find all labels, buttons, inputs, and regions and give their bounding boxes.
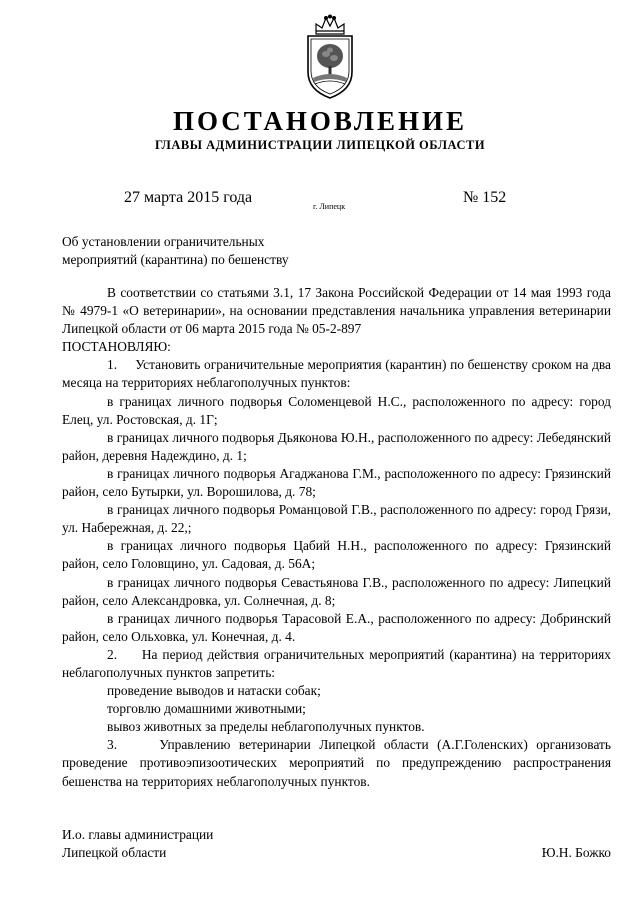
- document-subject: [62, 233, 289, 269]
- item-2-paragraph: 2. На период действия ограничительных мероприятий (карантина) на территориях неблагополучных пунктов запретить:: [62, 646, 611, 680]
- item-3-paragraph: 3. Управлению ветеринарии Липецкой области (А.Г.Голенских) организовать проведение противоэпизоотических мероприятий по предупреждению распространения бешенства на территориях неблагополучных пунктов.: [62, 737, 611, 789]
- coat-of-arms-emblem: [300, 14, 360, 100]
- location-item: в границах личного подворья Дьяконова Ю.Н., расположенного по адресу: Лебедянский район, деревня Надеждино, д. 1;: [62, 429, 611, 463]
- prohibition-item: проведение выводов и натаски собак;: [107, 683, 321, 699]
- document-number: № 152: [463, 189, 507, 206]
- subject-line-1: Об установлении ограничительных: [62, 234, 265, 249]
- document-date: 27 марта 2015 года: [124, 189, 253, 206]
- decree-heading: ПОСТАНОВЛЯЮ:: [62, 339, 171, 355]
- location-item: в границах личного подворья Цабий Н.Н., расположенного по адресу: Грязинский район, село Головщино, ул. Садовая, д. 56А;: [62, 538, 611, 572]
- location-item: в границах личного подворья Севастьянова Г.В., расположенного по адресу: Липецкий район, село Александровка, ул. Солнечная, д. 8;: [62, 574, 611, 608]
- location-item: в границах личного подворья Агаджанова Г.М., расположенного по адресу: Грязинский район, село Бутырки, ул. Ворошилова, д. 78;: [62, 465, 611, 500]
- document-title: ПОСТАНОВЛЕНИЕ: [172, 106, 468, 136]
- prohibition-item: торговлю домашними животными;: [107, 701, 306, 717]
- location-item: в границах личного подворья Романцовой Г.В., расположенного по адресу: город Грязи, ул. Набережная, д. 22,;: [62, 502, 611, 536]
- signatory-position-line-2: Липецкой области: [62, 845, 167, 860]
- signatory-position: [62, 826, 213, 862]
- document-city: г. Липецк: [313, 202, 346, 211]
- preamble-paragraph: В соответствии со статьями 3.1, 17 Закона Российской Федерации от 14 мая 1993 года № 4979-1 «О ветеринарии», на основании представления начальника управления ветеринарии Липецкой области от 06 марта 2015 года № 05-2-897: [62, 285, 611, 337]
- signatory-position-line-1: И.о. главы администрации: [62, 827, 214, 842]
- subject-line-2: мероприятий (карантина) по бешенству: [62, 252, 289, 267]
- item-1-paragraph: 1. Установить ограничительные мероприятия (карантин) по бешенству сроком на два месяца на территориях неблагополучных пунктов:: [62, 357, 611, 391]
- location-item: в границах личного подворья Тарасовой Е.А., расположенного по адресу: Добринский район, село Ольховка, ул. Конечная, д. 4.: [62, 610, 611, 644]
- signatory-name: Ю.Н. Божко: [541, 845, 611, 860]
- prohibition-item: вывоз животных за пределы неблагополучных пунктов.: [107, 719, 425, 735]
- location-item: в границах личного подворья Соломенцевой Н.С., расположенного по адресу: город Елец, ул. Ростовская, д. 1Г;: [62, 393, 611, 427]
- document-subtitle: ГЛАВЫ АДМИНИСТРАЦИИ ЛИПЕЦКОЙ ОБЛАСТИ: [154, 138, 486, 152]
- document-body: [62, 284, 611, 791]
- crown-icon: [316, 15, 344, 34]
